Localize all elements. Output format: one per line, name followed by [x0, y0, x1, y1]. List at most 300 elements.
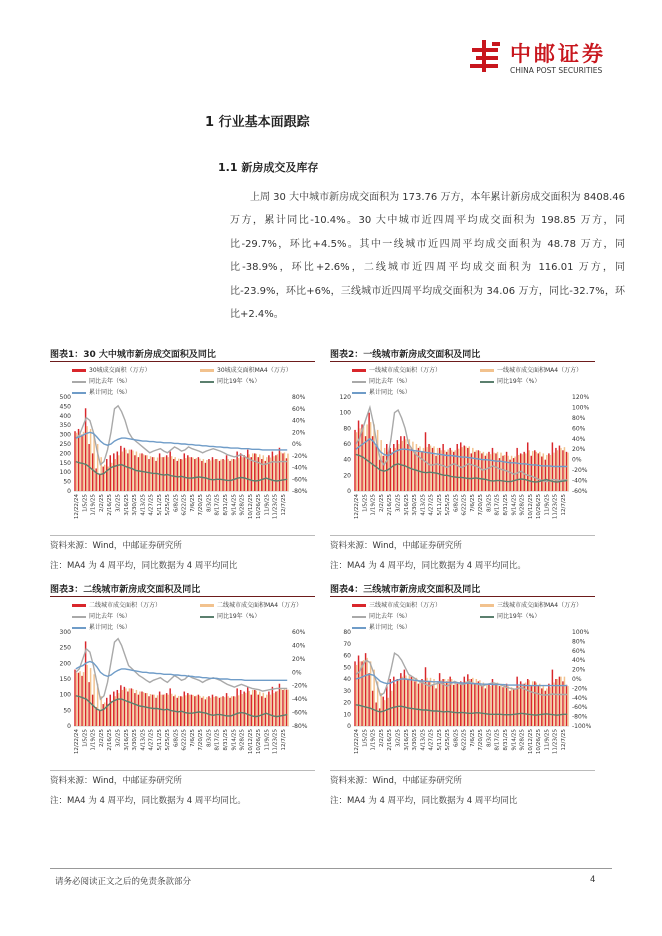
bar-ma4: [395, 448, 396, 491]
legend-label: 累计同比（%）: [369, 624, 411, 631]
x-tick-label: 3/2/25: [395, 729, 402, 748]
bar-volume: [375, 703, 376, 727]
bar-volume: [169, 688, 170, 726]
x-tick-label: 3/30/25: [412, 494, 418, 516]
bar-ma4: [185, 458, 186, 491]
x-tick-label: 8/17/25: [494, 494, 501, 516]
legend-item: [200, 376, 308, 385]
bar-ma4: [118, 455, 119, 491]
bar-ma4: [266, 457, 267, 491]
bar-volume: [155, 698, 156, 726]
x-tick-label: 10/12/25: [527, 494, 534, 520]
bar-ma4: [270, 695, 271, 726]
legend-swatch: [352, 369, 366, 372]
bar-ma4: [238, 695, 239, 726]
bar-ma4: [210, 461, 211, 491]
x-tick-label: 11/23/25: [272, 494, 279, 520]
bar-ma4: [423, 448, 424, 491]
x-tick-label: 6/8/25: [453, 729, 460, 748]
x-tick-label: 3/16/25: [123, 729, 130, 751]
bar-volume: [110, 455, 111, 491]
x-tick-label: 12/22/24: [354, 494, 361, 520]
bar-ma4: [93, 674, 94, 726]
bar-ma4: [241, 694, 242, 726]
legend-label: 30城成交面积MA4（万方）: [217, 367, 292, 374]
bar-ma4: [107, 704, 108, 726]
legend-swatch: [480, 369, 494, 372]
chart-svg: [50, 393, 315, 551]
bar-volume: [127, 692, 128, 726]
bar-volume: [117, 452, 118, 491]
x-tick-label: 1/5/25: [362, 729, 369, 748]
bar-ma4: [227, 696, 228, 726]
bar-volume: [368, 673, 369, 726]
x-tick-label: 2/2/25: [378, 494, 385, 513]
x-tick-label: 11/9/25: [264, 494, 271, 516]
bar-volume: [478, 450, 479, 491]
bar-volume: [131, 688, 132, 726]
y2-tick-label: -80%: [572, 713, 588, 721]
bar-volume: [254, 690, 255, 726]
bar-ma4: [398, 444, 399, 491]
x-tick-label: 1/19/25: [90, 729, 97, 751]
bar-volume: [534, 681, 535, 726]
legend-swatch: [72, 616, 86, 618]
bar-ma4: [521, 684, 522, 726]
x-tick-label: 3/2/25: [395, 494, 402, 513]
bar-volume: [187, 693, 188, 726]
bar-ma4: [564, 677, 565, 726]
x-tick-label: 9/14/25: [511, 729, 518, 751]
x-tick-label: 7/6/25: [469, 729, 476, 748]
bar-ma4: [426, 447, 427, 491]
bar-volume: [502, 687, 503, 726]
bar-ma4: [419, 680, 420, 726]
figure-2: [330, 343, 595, 578]
bar-ma4: [546, 455, 547, 491]
x-tick-label: 3/30/25: [132, 494, 138, 516]
figure-title-rule: [50, 596, 315, 597]
legend-swatch: [352, 604, 366, 607]
legend-label: 同比去年（%）: [89, 613, 131, 620]
bar-volume: [414, 452, 415, 491]
x-tick-label: 4/27/25: [428, 729, 435, 751]
bar-volume: [219, 461, 220, 491]
bar-ma4: [423, 681, 424, 726]
x-tick-label: 4/13/25: [420, 729, 427, 751]
y-tick-label: 300: [59, 629, 71, 636]
legend-swatch: [200, 604, 214, 607]
legend-label: 二线城市成交面积MA4（万方）: [217, 602, 303, 609]
bar-ma4: [192, 458, 193, 491]
bar-volume: [272, 452, 273, 491]
figure-1: [50, 343, 315, 578]
bar-ma4: [245, 456, 246, 491]
bar-volume: [432, 448, 433, 491]
y2-tick-label: -20%: [292, 452, 308, 460]
bar-volume: [442, 444, 443, 491]
bar-volume: [516, 448, 517, 491]
bar-volume: [506, 684, 507, 726]
y-tick-label: 100: [59, 469, 71, 477]
legend-item: [480, 611, 588, 620]
bar-ma4: [370, 422, 371, 491]
y-tick-label: 200: [59, 660, 71, 668]
x-tick-label: 4/27/25: [428, 494, 435, 516]
bar-ma4: [405, 439, 406, 491]
bar-volume: [226, 455, 227, 491]
bar-ma4: [150, 694, 151, 726]
bar-ma4: [366, 658, 367, 726]
brand-logo: [468, 38, 628, 78]
bar-volume: [548, 684, 549, 726]
logo-mark-icon: [468, 38, 504, 74]
bar-volume: [268, 455, 269, 491]
bar-volume: [548, 453, 549, 491]
x-tick-label: 5/11/25: [436, 729, 443, 751]
x-tick-label: 9/28/25: [239, 729, 246, 751]
y-tick-label: 80: [343, 425, 351, 433]
legend-label: 一线城市成交面积MA4（万方）: [497, 367, 583, 374]
bar-volume: [286, 690, 287, 726]
legend-swatch: [480, 381, 494, 383]
x-tick-label: 9/14/25: [511, 494, 518, 516]
bar-ma4: [277, 691, 278, 726]
bar-volume: [393, 444, 394, 491]
y2-tick-label: -60%: [572, 488, 588, 495]
bar-volume: [229, 698, 230, 726]
x-tick-label: 11/9/25: [544, 494, 551, 516]
bar-ma4: [536, 452, 537, 491]
figure-source: 资料来源：Wind，中邮证券研究所: [330, 541, 462, 551]
bar-volume: [275, 455, 276, 491]
x-tick-label: 1/5/25: [82, 494, 89, 513]
y-tick-label: 0: [67, 488, 71, 495]
x-tick-label: 2/2/25: [378, 729, 385, 748]
bar-ma4: [76, 673, 77, 726]
bar-volume: [243, 455, 244, 491]
bar-volume: [134, 693, 135, 726]
bar-ma4: [384, 700, 385, 726]
y-tick-label: 50: [63, 478, 71, 486]
bar-volume: [166, 455, 167, 491]
legend-label: 三线城市成交面积MA4（万方）: [497, 602, 583, 609]
bar-ma4: [220, 697, 221, 726]
legend-label: 一线城市成交面积（万方）: [369, 367, 442, 374]
y2-tick-label: -40%: [572, 694, 588, 702]
x-tick-label: 8/17/25: [494, 729, 501, 751]
bar-volume: [198, 695, 199, 726]
bar-ma4: [192, 695, 193, 726]
y2-tick-label: -20%: [292, 682, 308, 690]
bar-ma4: [153, 695, 154, 726]
bar-volume: [162, 457, 163, 491]
subsection-heading: 1.1 新房成交及库存: [218, 161, 319, 174]
bar-ma4: [536, 683, 537, 726]
bar-volume: [92, 695, 93, 726]
x-tick-label: 10/26/25: [536, 729, 543, 755]
x-tick-label: 3/16/25: [403, 729, 410, 751]
y-tick-label: 450: [59, 403, 71, 411]
bar-ma4: [433, 679, 434, 726]
legend-item: [72, 365, 200, 374]
y2-tick-label: 40%: [572, 657, 586, 665]
figure-4: [330, 578, 595, 813]
bar-ma4: [504, 685, 505, 726]
bar-volume: [282, 453, 283, 491]
bar-volume: [404, 436, 405, 491]
bar-volume: [261, 696, 262, 726]
bar-volume: [148, 459, 149, 491]
bar-volume: [194, 459, 195, 491]
bar-volume: [488, 452, 489, 491]
y2-tick-label: 60%: [292, 405, 306, 413]
bar-ma4: [472, 678, 473, 726]
bar-volume: [254, 453, 255, 491]
bar-ma4: [560, 448, 561, 491]
bar-ma4: [104, 703, 105, 727]
legend-item: [72, 376, 200, 385]
bar-volume: [555, 448, 556, 491]
bar-volume: [400, 673, 401, 726]
x-tick-label: 7/6/25: [189, 494, 196, 513]
bar-ma4: [248, 691, 249, 726]
legend-label: 累计同比（%）: [89, 624, 131, 631]
x-tick-label: 3/30/25: [132, 729, 138, 751]
bar-volume: [113, 692, 114, 726]
x-tick-label: 10/26/25: [256, 729, 263, 755]
x-tick-label: 6/8/25: [173, 729, 180, 748]
x-tick-label: 10/12/25: [247, 729, 254, 755]
bar-ma4: [259, 454, 260, 491]
bar-ma4: [543, 453, 544, 491]
bar-volume: [81, 676, 82, 726]
legend-item: [200, 365, 308, 374]
bar-ma4: [444, 679, 445, 726]
chart-svg: [50, 628, 315, 786]
bar-volume: [428, 444, 429, 491]
bar-ma4: [245, 693, 246, 726]
bar-ma4: [557, 450, 558, 491]
bar-volume: [124, 687, 125, 726]
legend-item: [352, 365, 480, 374]
bar-ma4: [277, 454, 278, 491]
bar-volume: [474, 684, 475, 726]
x-tick-label: 1/19/25: [90, 494, 97, 516]
figure-bottom-rule: [330, 770, 595, 771]
bar-volume: [240, 690, 241, 726]
y-tick-label: 10: [343, 711, 351, 719]
bar-volume: [411, 677, 412, 726]
bar-volume: [488, 684, 489, 726]
bar-volume: [138, 695, 139, 726]
bar-ma4: [416, 678, 417, 726]
x-tick-label: 7/20/25: [198, 729, 205, 751]
bar-ma4: [220, 459, 221, 491]
y-tick-label: 60: [343, 652, 351, 660]
bar-ma4: [224, 697, 225, 726]
y2-tick-label: 80%: [572, 414, 586, 422]
bar-ma4: [532, 451, 533, 491]
bar-volume: [358, 656, 359, 727]
x-tick-label: 10/12/25: [527, 729, 534, 755]
bar-volume: [559, 446, 560, 491]
x-tick-label: 1/5/25: [362, 494, 369, 513]
x-tick-label: 9/28/25: [519, 729, 526, 751]
bar-volume: [265, 698, 266, 726]
y2-tick-label: -60%: [292, 709, 308, 717]
y-tick-label: 150: [59, 676, 71, 683]
x-tick-label: 4/13/25: [140, 729, 147, 751]
bar-volume: [541, 457, 542, 491]
bar-ma4: [143, 692, 144, 726]
bar-volume: [194, 696, 195, 726]
bar-volume: [453, 452, 454, 491]
bar-ma4: [79, 671, 80, 726]
y2-tick-label: 20%: [572, 666, 586, 674]
bar-ma4: [469, 679, 470, 726]
bar-ma4: [164, 457, 165, 491]
figure-note: 注：MA4 为 4 周平均，同比数据为 4 周平均同比: [50, 561, 238, 571]
legend-item: [480, 600, 588, 609]
bar-ma4: [377, 430, 378, 491]
bar-volume: [495, 453, 496, 491]
bar-ma4: [380, 693, 381, 726]
bar-volume: [88, 682, 89, 726]
bar-volume: [478, 681, 479, 726]
bar-volume: [99, 474, 100, 491]
bar-ma4: [86, 665, 87, 726]
y-tick-label: 120: [339, 394, 351, 401]
y2-tick-label: -60%: [572, 704, 588, 712]
x-tick-label: 5/11/25: [436, 494, 443, 516]
bar-volume: [78, 673, 79, 726]
legend-swatch: [72, 604, 86, 607]
legend-item: [352, 600, 480, 609]
bar-ma4: [213, 459, 214, 491]
bar-ma4: [490, 686, 491, 726]
figure-bottom-rule: [330, 535, 595, 536]
bar-volume: [527, 442, 528, 491]
bar-ma4: [493, 453, 494, 491]
x-tick-label: 7/6/25: [469, 494, 476, 513]
x-tick-label: 3/30/25: [412, 729, 418, 751]
y-tick-label: 40: [343, 676, 351, 683]
bar-volume: [397, 440, 398, 491]
bar-ma4: [83, 432, 84, 491]
x-tick-label: 8/3/25: [206, 729, 213, 748]
bar-volume: [354, 430, 355, 491]
bar-volume: [74, 431, 75, 491]
bar-volume: [492, 679, 493, 726]
bar-ma4: [483, 452, 484, 491]
bar-volume: [113, 453, 114, 491]
x-tick-label: 11/23/25: [272, 729, 279, 755]
bar-volume: [159, 453, 160, 491]
bar-ma4: [252, 690, 253, 726]
bar-volume: [208, 696, 209, 726]
bar-ma4: [395, 684, 396, 726]
bar-volume: [222, 696, 223, 726]
figure-title: 图表3：二线城市新房成交面积及同比: [50, 585, 201, 595]
bar-volume: [222, 459, 223, 491]
x-tick-label: 10/12/25: [247, 494, 254, 520]
bar-ma4: [539, 684, 540, 726]
bar-ma4: [546, 688, 547, 726]
x-tick-label: 6/22/25: [461, 494, 468, 516]
chart-svg: [330, 393, 595, 551]
bar-ma4: [111, 701, 112, 726]
bar-volume: [124, 448, 125, 491]
bar-ma4: [550, 687, 551, 726]
x-tick-label: 9/28/25: [519, 494, 526, 516]
legend-label: 同比19年（%）: [217, 378, 261, 385]
x-tick-label: 5/25/25: [165, 729, 172, 751]
bar-volume: [382, 456, 383, 491]
figure-title: 图表1：30 大中城市新房成交面积及同比: [50, 350, 216, 360]
y2-tick-label: 0%: [292, 441, 302, 448]
legend-swatch: [200, 381, 214, 383]
bar-volume: [456, 684, 457, 726]
bar-ma4: [234, 697, 235, 726]
bar-volume: [485, 688, 486, 726]
x-tick-label: 8/3/25: [486, 494, 493, 513]
bar-ma4: [234, 459, 235, 491]
bar-ma4: [284, 689, 285, 726]
bar-ma4: [203, 696, 204, 726]
bar-volume: [523, 684, 524, 726]
y2-tick-label: 20%: [572, 446, 586, 454]
x-tick-label: 5/25/25: [445, 729, 452, 751]
y2-tick-label: 0%: [572, 676, 582, 683]
bar-volume: [233, 696, 234, 726]
bar-ma4: [122, 690, 123, 726]
y-tick-label: 100: [59, 691, 71, 699]
y2-tick-label: -60%: [292, 476, 308, 484]
bar-ma4: [409, 675, 410, 726]
bar-volume: [169, 452, 170, 491]
bar-ma4: [217, 697, 218, 726]
bar-volume: [155, 461, 156, 491]
bar-volume: [559, 677, 560, 726]
bar-ma4: [380, 440, 381, 491]
x-tick-label: 8/3/25: [486, 729, 493, 748]
bar-volume: [219, 698, 220, 726]
bar-volume: [513, 688, 514, 726]
bar-ma4: [139, 453, 140, 491]
bar-volume: [120, 685, 121, 726]
x-tick-label: 3/16/25: [403, 494, 410, 516]
y-tick-label: 300: [59, 431, 71, 439]
bar-volume: [516, 677, 517, 726]
bar-volume: [368, 413, 369, 491]
bar-ma4: [444, 450, 445, 491]
bar-volume: [176, 461, 177, 491]
bar-volume: [418, 684, 419, 726]
bar-ma4: [504, 455, 505, 491]
bar-volume: [212, 457, 213, 491]
bar-volume: [279, 448, 280, 491]
bar-volume: [464, 446, 465, 491]
x-tick-label: 8/31/25: [223, 729, 229, 751]
bar-ma4: [553, 683, 554, 726]
bar-ma4: [462, 447, 463, 491]
bar-ma4: [132, 689, 133, 726]
bar-volume: [414, 681, 415, 726]
bar-ma4: [210, 698, 211, 726]
bar-volume: [201, 461, 202, 491]
bar-volume: [145, 455, 146, 491]
